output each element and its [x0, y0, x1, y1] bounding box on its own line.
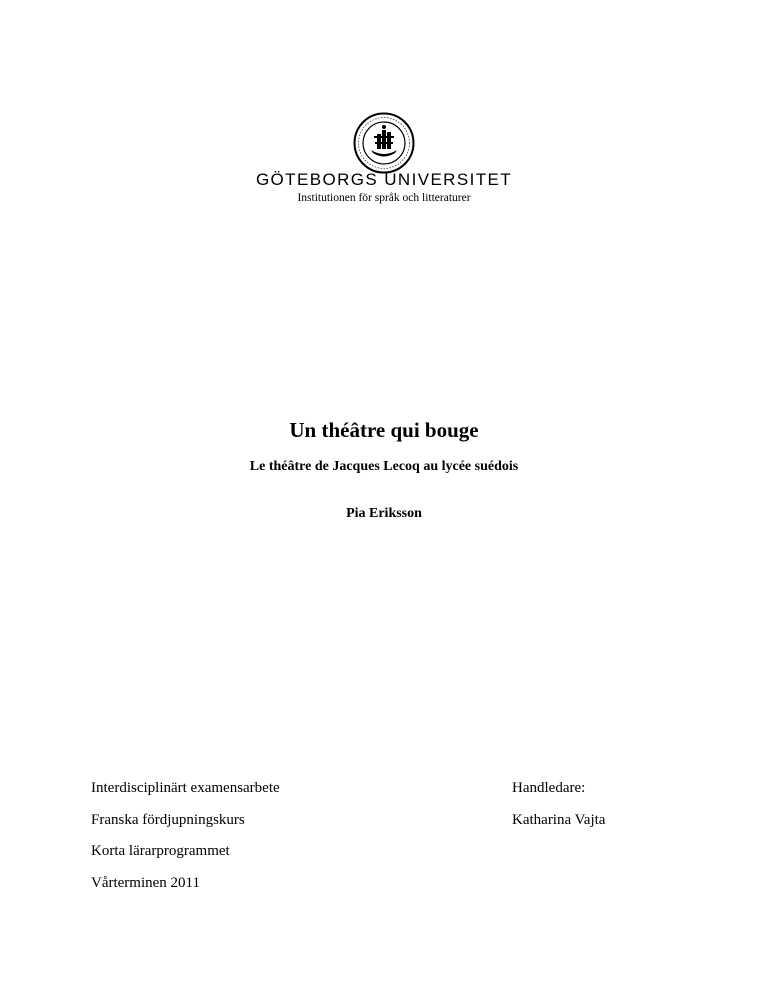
author-name: Pia Eriksson — [346, 506, 422, 521]
course-info — [91, 779, 280, 905]
supervisor-name: Katharina Vajta — [512, 811, 606, 828]
course-name: Franska fördjupningskurs — [91, 811, 245, 828]
university-seal-icon — [353, 112, 415, 174]
institution-name: Institutionen för språk och litteraturer — [297, 192, 471, 204]
university-name: GÖTEBORGS UNIVERSITET — [255, 170, 513, 189]
course-type: Interdisciplinärt examensarbete — [91, 780, 280, 796]
semester: Vårterminen 2011 — [91, 874, 200, 891]
thesis-subtitle: Le théâtre de Jacques Lecoq au lycée suédois — [249, 459, 519, 474]
supervisor-label: Handledare: — [512, 780, 586, 796]
thesis-title: Un théâtre qui bouge — [289, 418, 479, 442]
program-name: Korta lärarprogrammet — [91, 843, 230, 859]
supervisor-info — [512, 779, 605, 842]
